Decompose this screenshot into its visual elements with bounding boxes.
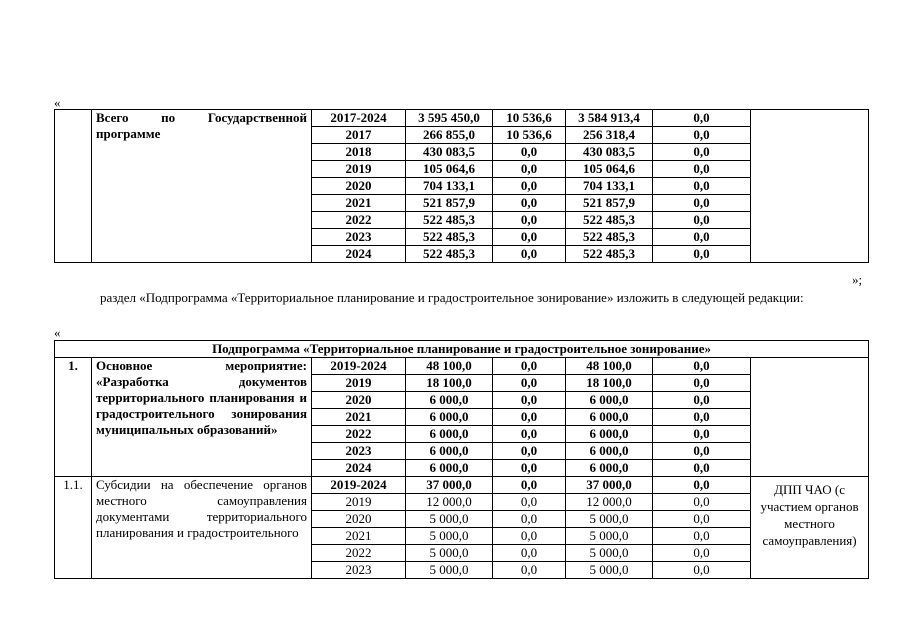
amount-cell: 430 083,5 [566,144,653,161]
amount-cell: 12 000,0 [566,494,653,511]
amount-cell: 0,0 [493,178,566,195]
source-cell [751,110,869,263]
edit-instruction-paragraph: раздел «Подпрограмма «Территориальное планирование и градостроительное зонирование» изложить в следующей редакции: [100,290,804,305]
measure-name: Всего по Государственной программе [92,110,312,263]
amount-cell: 0,0 [653,110,751,127]
amount-cell: 0,0 [493,409,566,426]
amount-cell: 0,0 [493,161,566,178]
amount-cell: 5 000,0 [566,545,653,562]
open-quote: « [54,95,61,110]
amount-cell: 522 485,3 [566,229,653,246]
amount-cell: 0,0 [493,460,566,477]
amount-cell: 0,0 [653,494,751,511]
amount-cell: 18 100,0 [566,375,653,392]
amount-cell: 10 536,6 [493,127,566,144]
amount-cell: 48 100,0 [406,358,493,375]
source-cell [751,358,869,477]
period-cell: 2022 [312,212,406,229]
amount-cell: 0,0 [493,195,566,212]
amount-cell: 105 064,6 [406,161,493,178]
period-cell: 2021 [312,528,406,545]
amount-cell: 266 855,0 [406,127,493,144]
amount-cell: 0,0 [653,528,751,545]
table-row [55,110,869,127]
amount-cell: 37 000,0 [566,477,653,494]
amount-cell: 0,0 [653,545,751,562]
amount-cell: 12 000,0 [406,494,493,511]
amount-cell: 0,0 [653,144,751,161]
amount-cell: 522 485,3 [566,246,653,263]
period-cell: 2017 [312,127,406,144]
amount-cell: 0,0 [493,229,566,246]
open-quote: « [54,325,61,340]
amount-cell: 6 000,0 [566,409,653,426]
measure-name: Субсидии на обеспечение органов местного самоуправления документами территориального планирования и градостроительного [92,477,312,579]
row-number: 1.1. [55,477,92,579]
amount-cell: 0,0 [493,562,566,579]
amount-cell: 0,0 [493,443,566,460]
amount-cell: 0,0 [653,358,751,375]
period-cell: 2019-2024 [312,358,406,375]
amount-cell: 0,0 [493,212,566,229]
amount-cell: 6 000,0 [566,443,653,460]
amount-cell: 521 857,9 [406,195,493,212]
amount-cell: 0,0 [493,246,566,263]
amount-cell: 704 133,1 [566,178,653,195]
amount-cell: 0,0 [653,460,751,477]
subprogram-header-row [55,341,869,358]
amount-cell: 5 000,0 [406,545,493,562]
period-cell: 2023 [312,443,406,460]
amount-cell: 0,0 [653,562,751,579]
period-cell: 2021 [312,409,406,426]
amount-cell: 0,0 [653,229,751,246]
amount-cell: 0,0 [493,426,566,443]
amount-cell: 18 100,0 [406,375,493,392]
amount-cell: 0,0 [493,477,566,494]
amount-cell: 10 536,6 [493,110,566,127]
amount-cell: 0,0 [653,178,751,195]
amount-cell: 430 083,5 [406,144,493,161]
period-cell: 2020 [312,511,406,528]
program-total-table [54,109,869,263]
period-cell: 2021 [312,195,406,212]
amount-cell: 0,0 [493,545,566,562]
subprogram-title: Подпрограмма «Территориальное планирование и градостроительное зонирование» [55,341,869,358]
amount-cell: 521 857,9 [566,195,653,212]
measure-name: Основное мероприятие: «Разработка документов территориального планирования и градостроительного зонирования муниципальных образований» [92,358,312,477]
amount-cell: 0,0 [493,528,566,545]
amount-cell: 6 000,0 [566,460,653,477]
period-cell: 2017-2024 [312,110,406,127]
amount-cell: 0,0 [653,127,751,144]
amount-cell: 0,0 [653,375,751,392]
subprogram-table [54,340,869,579]
period-cell: 2018 [312,144,406,161]
period-cell: 2019 [312,161,406,178]
row-number [55,110,92,263]
amount-cell: 0,0 [653,212,751,229]
period-cell: 2024 [312,246,406,263]
amount-cell: 105 064,6 [566,161,653,178]
table-row [55,477,869,494]
amount-cell: 0,0 [493,358,566,375]
row-number: 1. [55,358,92,477]
amount-cell: 0,0 [653,511,751,528]
amount-cell: 0,0 [493,392,566,409]
amount-cell: 6 000,0 [566,426,653,443]
amount-cell: 6 000,0 [406,409,493,426]
amount-cell: 0,0 [493,494,566,511]
amount-cell: 48 100,0 [566,358,653,375]
amount-cell: 5 000,0 [406,562,493,579]
amount-cell: 522 485,3 [406,229,493,246]
period-cell: 2022 [312,426,406,443]
amount-cell: 256 318,4 [566,127,653,144]
period-cell: 2023 [312,562,406,579]
amount-cell: 5 000,0 [406,528,493,545]
amount-cell: 37 000,0 [406,477,493,494]
amount-cell: 0,0 [493,511,566,528]
amount-cell: 0,0 [653,161,751,178]
period-cell: 2020 [312,392,406,409]
period-cell: 2019 [312,375,406,392]
amount-cell: 0,0 [653,195,751,212]
amount-cell: 6 000,0 [406,392,493,409]
amount-cell: 3 595 450,0 [406,110,493,127]
amount-cell: 6 000,0 [406,426,493,443]
period-cell: 2023 [312,229,406,246]
amount-cell: 522 485,3 [406,246,493,263]
period-cell: 2019 [312,494,406,511]
amount-cell: 0,0 [493,144,566,161]
period-cell: 2020 [312,178,406,195]
table-row [55,358,869,375]
amount-cell: 6 000,0 [406,443,493,460]
amount-cell: 6 000,0 [566,392,653,409]
amount-cell: 0,0 [653,426,751,443]
amount-cell: 522 485,3 [566,212,653,229]
amount-cell: 5 000,0 [406,511,493,528]
amount-cell: 0,0 [653,409,751,426]
amount-cell: 0,0 [653,477,751,494]
amount-cell: 5 000,0 [566,562,653,579]
amount-cell: 6 000,0 [406,460,493,477]
close-quote: »; [852,272,863,287]
period-cell: 2024 [312,460,406,477]
period-cell: 2022 [312,545,406,562]
period-cell: 2019-2024 [312,477,406,494]
amount-cell: 3 584 913,4 [566,110,653,127]
amount-cell: 5 000,0 [566,528,653,545]
amount-cell: 522 485,3 [406,212,493,229]
amount-cell: 0,0 [653,246,751,263]
amount-cell: 5 000,0 [566,511,653,528]
amount-cell: 0,0 [493,375,566,392]
amount-cell: 0,0 [653,443,751,460]
amount-cell: 0,0 [653,392,751,409]
source-cell: ДПП ЧАО (с участием органов местного самоуправления) [751,477,869,579]
amount-cell: 704 133,1 [406,178,493,195]
